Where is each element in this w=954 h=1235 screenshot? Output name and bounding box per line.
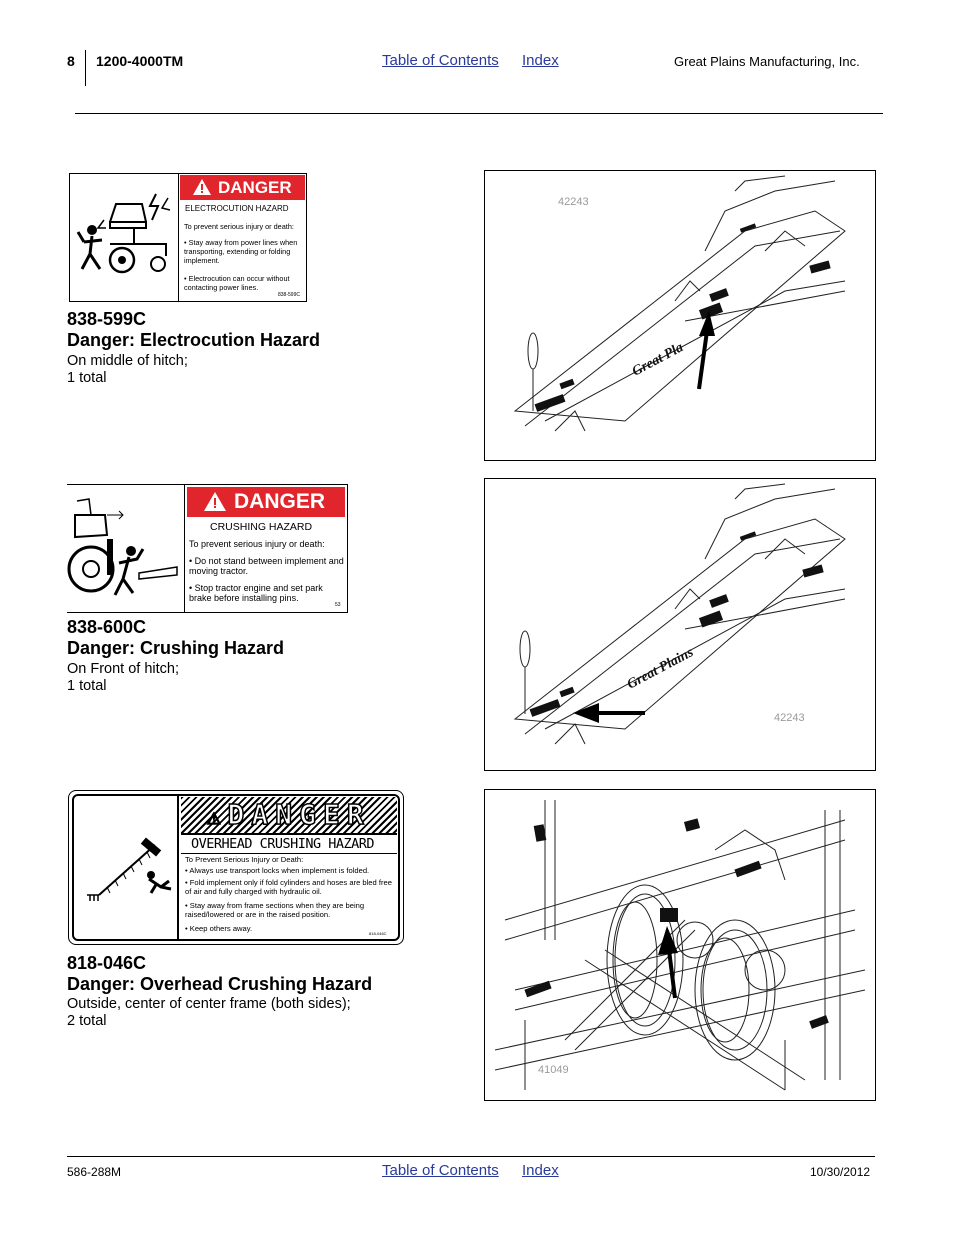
decal-part-number: 838-600C bbox=[67, 617, 147, 637]
header-toc-link[interactable]: Table of Contents bbox=[382, 52, 499, 69]
company-name: Great Plains Manufacturing, Inc. bbox=[674, 54, 860, 69]
decal-location-photo bbox=[484, 170, 876, 461]
model-title: 1200-4000TM bbox=[96, 53, 184, 69]
figure-number: 42243 bbox=[774, 712, 805, 724]
decal-label-crushing: DANGER CRUSHING HAZARD To prevent serious injury or death: • Do not stand between implement and moving tractor. • Stop tractor engine and set park brake before installing pins. 53 bbox=[67, 484, 348, 613]
figure-number: 41049 bbox=[538, 1064, 569, 1076]
decal-quantity: 2 total bbox=[67, 1013, 107, 1029]
overhead-crushing-pictogram-icon bbox=[77, 797, 182, 937]
footer-rule bbox=[67, 1156, 875, 1157]
footer-date: 10/30/2012 bbox=[810, 1165, 871, 1179]
decal-name: Danger: Crushing Hazard bbox=[67, 638, 285, 658]
decal-label-overhead-crushing: ⚠DANGER OVERHEAD CRUSHING HAZARD To Prevent Serious Injury or Death: • Always use transport locks when implement is folded. • Fold implement only if fold cylinders and hoses are bled free of air and fully charged with hydraulic oil. • Stay away from frame sections when they are being raised/lowered or are in the raised position. • Keep others away. 818-046C bbox=[68, 790, 404, 945]
header-rule bbox=[75, 113, 883, 114]
header-index-link[interactable]: Index bbox=[522, 52, 559, 69]
footer-toc-link[interactable]: Table of Contents bbox=[382, 1162, 499, 1179]
decal-hazard-title: ELECTROCUTION HAZARD bbox=[185, 204, 289, 213]
decal-hazard-title: CRUSHING HAZARD bbox=[210, 521, 313, 533]
figure-number: 42243 bbox=[558, 196, 589, 208]
page-number: 8 bbox=[67, 53, 75, 69]
decal-name: Danger: Electrocution Hazard bbox=[67, 330, 321, 350]
warning-triangle-icon bbox=[192, 178, 212, 203]
decal-hazard-title: OVERHEAD CRUSHING HAZARD bbox=[191, 836, 375, 852]
decal-part-number: 818-046C bbox=[67, 953, 147, 973]
danger-banner: ⚠DANGER bbox=[181, 797, 397, 835]
decal-location-photo bbox=[484, 478, 876, 771]
warning-triangle-icon: ⚠ bbox=[207, 805, 228, 830]
doc-number: 586-288M bbox=[67, 1165, 122, 1179]
svg-text:Great Plains: Great Plains bbox=[624, 645, 697, 693]
decal-location: On middle of hitch; bbox=[67, 353, 188, 369]
footer-index-link[interactable]: Index bbox=[522, 1162, 559, 1179]
crushing-pictogram-icon bbox=[67, 485, 185, 610]
electrocution-pictogram-icon bbox=[70, 174, 178, 299]
danger-banner: DANGER bbox=[187, 487, 345, 517]
decal-location: Outside, center of center frame (both sides); bbox=[67, 996, 351, 1012]
svg-text:Great Pla: Great Pla bbox=[629, 340, 686, 380]
warning-triangle-icon bbox=[203, 491, 227, 521]
decal-location-photo bbox=[484, 789, 876, 1101]
decal-part-number: 838-599C bbox=[67, 309, 147, 329]
decal-quantity: 1 total bbox=[67, 370, 107, 386]
header-divider bbox=[85, 50, 86, 86]
decal-quantity: 1 total bbox=[67, 678, 107, 694]
decal-label-electrocution: DANGER ELECTROCUTION HAZARD To prevent serious injury or death: • Stay away from power lines when transporting, extending or folding implement. • Electrocution can occur without contacting power lines. 838-599C bbox=[69, 173, 307, 302]
decal-name: Danger: Overhead Crushing Hazard bbox=[67, 974, 373, 994]
danger-banner: DANGER bbox=[180, 175, 305, 200]
decal-location: On Front of hitch; bbox=[67, 661, 180, 677]
